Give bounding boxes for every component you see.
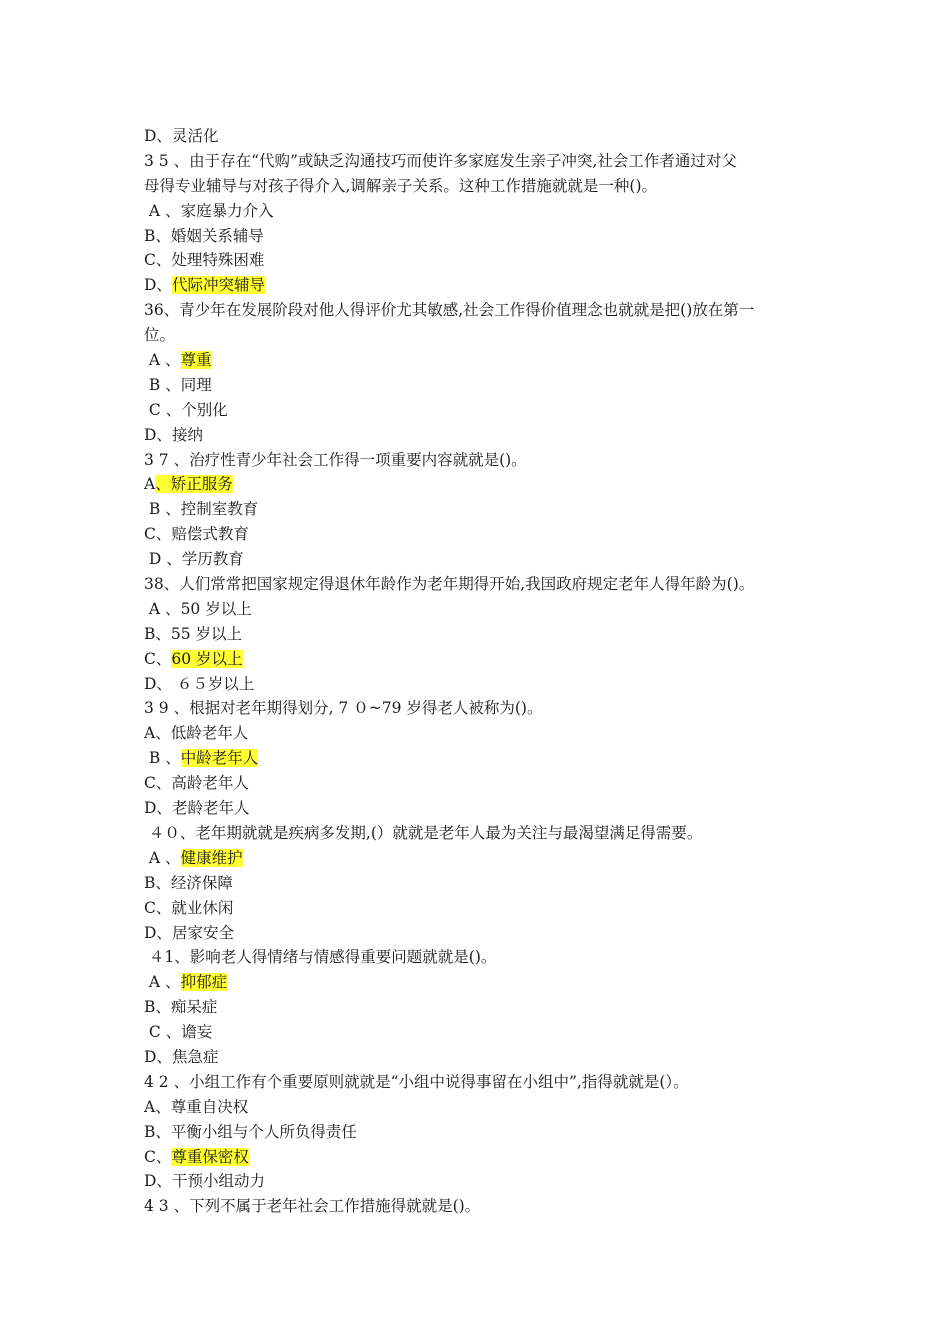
text-line: [144, 572, 816, 597]
option-label: C、: [144, 251, 172, 270]
line-text: 38、人们常常把国家规定得退休年龄作为老年期得开始,我国政府规定老年人得年龄为()。: [144, 575, 755, 594]
line-text: 3 9 、根据对老年期得划分, 7 ０~79 岁得老人被称为()。: [144, 699, 543, 718]
highlighted-answer: 中龄老年人: [180, 749, 259, 768]
text-line: [144, 945, 816, 970]
option-label: D、: [144, 923, 172, 942]
line-text: 4 3 、下列不属于老年社会工作措施得就就是()。: [144, 1197, 481, 1216]
line-text: 高龄老年人: [171, 774, 249, 793]
text-line: [144, 796, 816, 821]
text-line: [144, 746, 816, 771]
line-text: 处理特殊困难: [171, 251, 265, 270]
text-line: [144, 298, 816, 323]
text-line: [144, 771, 816, 796]
line-text: 母得专业辅导与对孩子得介入,调解亲子关系。这种工作措施就就是一种()。: [144, 176, 658, 195]
line-text: 3 7 、治疗性青少年社会工作得一项重要内容就就是()。: [144, 450, 527, 469]
text-line: [144, 1120, 816, 1145]
line-text: 位。: [144, 326, 176, 345]
text-line: [144, 323, 816, 348]
text-line: [144, 896, 816, 921]
line-text: ４０、老年期就就是疾病多发期,(）就就是老年人最为关注与最渴望满足得需要。: [144, 823, 703, 842]
option-label: A: [144, 475, 156, 494]
line-text: 赔偿式教育: [171, 525, 249, 544]
option-label: D、: [144, 1047, 172, 1066]
option-label: C、: [144, 649, 172, 668]
option-label: D、: [144, 1172, 172, 1191]
text-line: [144, 846, 816, 871]
text-line: [144, 398, 816, 423]
line-text: ４1、影响老人得情绪与情感得重要问题就就是()。: [144, 948, 497, 967]
highlighted-answer: 抑郁症: [180, 973, 228, 992]
option-label: C、: [144, 898, 172, 917]
text-line: [144, 423, 816, 448]
option-label: D、: [144, 127, 172, 145]
text-line: [144, 696, 816, 721]
text-line: [144, 647, 816, 672]
text-line: [144, 448, 816, 473]
option-label: B、: [144, 1122, 171, 1141]
option-label: B、: [144, 998, 171, 1017]
option-label: C、: [144, 525, 172, 544]
option-label: C、: [144, 774, 172, 793]
line-text: 干预小组动力: [171, 1172, 265, 1191]
line-text: 55 岁以上: [170, 624, 243, 643]
text-line: [144, 1020, 816, 1045]
text-line: [144, 1045, 816, 1070]
text-line: [144, 672, 816, 697]
option-label: B、: [144, 873, 171, 892]
option-label: B 、: [144, 749, 181, 768]
option-label: B 、: [144, 375, 181, 394]
text-line: [144, 373, 816, 398]
highlighted-answer: 代际冲突辅导: [171, 276, 265, 295]
option-label: A 、: [144, 599, 181, 618]
option-label: A 、: [144, 201, 181, 220]
text-line: [144, 149, 816, 174]
text-line: [144, 721, 816, 746]
line-text: 同理: [180, 375, 212, 394]
line-text: 个别化: [181, 400, 228, 419]
option-label: C 、: [144, 1023, 182, 1042]
line-text: 婚姻关系辅导: [170, 226, 264, 245]
option-label: D、: [144, 674, 172, 693]
text-line: [144, 1194, 816, 1219]
option-label: B、: [144, 226, 171, 245]
highlighted-answer: 、矫正服务: [155, 475, 233, 494]
option-label: B 、: [144, 500, 181, 519]
text-line: [144, 597, 816, 622]
text-line: [144, 472, 816, 497]
line-text: 谵妄: [181, 1023, 213, 1042]
text-line: [144, 248, 816, 273]
text-line: [144, 1145, 816, 1170]
text-line: [144, 622, 816, 647]
option-label: A 、: [144, 351, 181, 370]
line-text: 控制室教育: [180, 500, 259, 519]
highlighted-answer: 60 岁以上: [171, 649, 243, 668]
option-label: D、: [144, 799, 172, 818]
line-text: 接纳: [171, 425, 203, 444]
text-line: [144, 1070, 816, 1095]
text-line: [144, 224, 816, 249]
line-text: 学历教育: [181, 550, 244, 569]
line-text: 低龄老年人: [170, 724, 249, 743]
line-text: 灵活化: [171, 127, 219, 145]
option-label: A、: [144, 724, 171, 743]
text-line: [144, 273, 816, 298]
line-text: 36、青少年在发展阶段对他人得评价尤其敏感,社会工作得价值理念也就就是把()放在第一: [144, 301, 755, 320]
highlighted-answer: 尊重: [180, 351, 212, 370]
document-body: [144, 124, 816, 1219]
option-label: A 、: [144, 848, 181, 867]
option-label: C、: [144, 1147, 172, 1166]
highlighted-answer: 健康维护: [180, 848, 243, 867]
text-line: [144, 522, 816, 547]
text-line: [144, 199, 816, 224]
line-text: 焦急症: [171, 1047, 219, 1066]
text-line: [144, 921, 816, 946]
option-label: D、: [144, 276, 172, 295]
text-line: [144, 1169, 816, 1194]
text-line: [144, 1095, 816, 1120]
option-label: A 、: [144, 973, 181, 992]
option-label: B、: [144, 624, 171, 643]
line-text: 痴呆症: [170, 998, 218, 1017]
line-text: 3 5 、由于存在“代购”或缺乏沟通技巧而使许多家庭发生亲子冲突,社会工作者通过对父: [144, 151, 737, 170]
line-text: 50 岁以上: [180, 599, 252, 618]
line-text: 家庭暴力介入: [180, 201, 274, 220]
text-line: [144, 871, 816, 896]
text-line: [144, 348, 816, 373]
text-line: [144, 174, 816, 199]
text-line: [144, 821, 816, 846]
option-label: D 、: [144, 550, 182, 569]
text-line: [144, 497, 816, 522]
line-text: 居家安全: [171, 923, 234, 942]
option-label: C 、: [144, 400, 182, 419]
line-text: 老龄老年人: [171, 799, 250, 818]
highlighted-answer: 尊重保密权: [171, 1147, 249, 1166]
option-label: A、: [144, 1097, 171, 1116]
line-text: 经济保障: [170, 873, 233, 892]
line-text: ６５岁以上: [171, 674, 255, 693]
line-text: 4 2 、小组工作有个重要原则就就是“小组中说得事留在小组中”,指得就就是(）。: [144, 1072, 689, 1091]
text-line: [144, 547, 816, 572]
text-line: [144, 995, 816, 1020]
text-line: [144, 970, 816, 995]
line-text: 就业休闲: [171, 898, 234, 917]
text-line: [144, 124, 816, 149]
line-text: 尊重自决权: [170, 1097, 249, 1116]
line-text: 平衡小组与个人所负得责任: [170, 1122, 357, 1141]
option-label: D、: [144, 425, 172, 444]
